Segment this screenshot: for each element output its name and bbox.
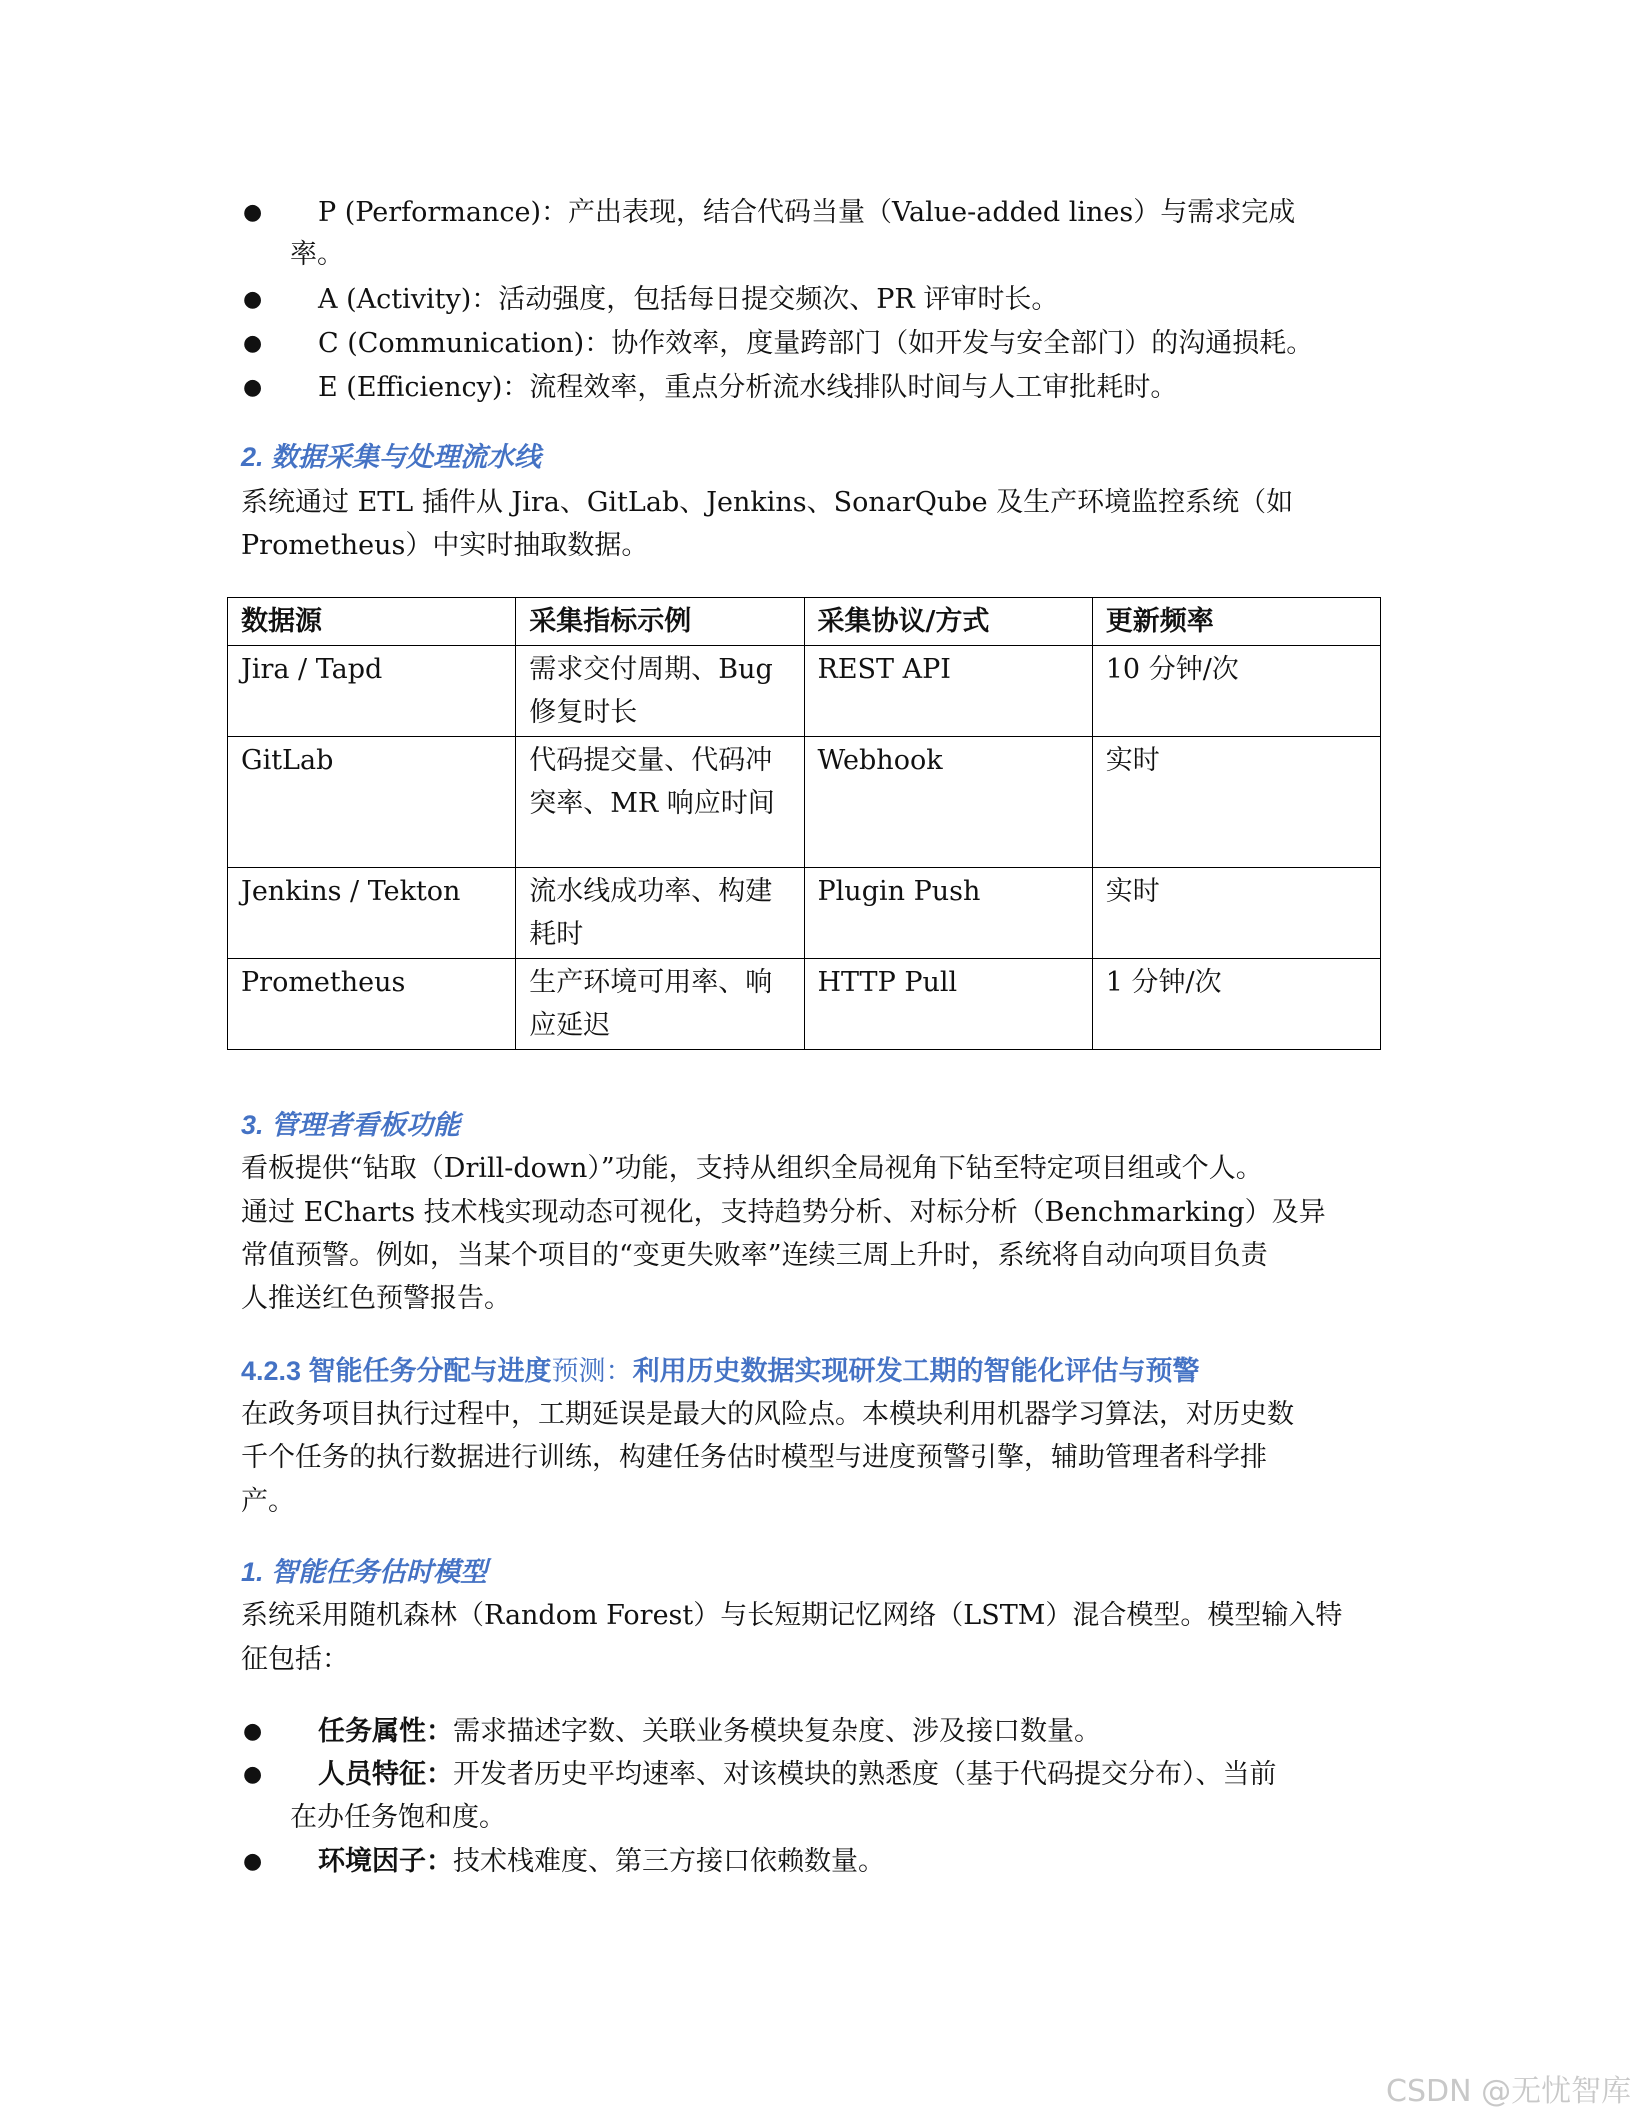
table-cell: HTTP Pull xyxy=(804,959,1092,1050)
paragraph-line: 系统通过 ETL 插件从 Jira、GitLab、Jenkins、SonarQube 及生产环境监控系统（如 xyxy=(241,487,1294,518)
list-item: 人员特征：开发者历史平均速率、对该模块的熟悉度（基于代码提交分布）、当前 xyxy=(318,1759,1277,1790)
bullet-icon: ● xyxy=(243,200,263,225)
data-source-table xyxy=(227,597,1381,1050)
table-header-row xyxy=(228,598,1381,646)
bullet-icon: ● xyxy=(243,1849,263,1874)
paragraph-line: 看板提供“钻取（Drill-down）”功能，支持从组织全局视角下钻至特定项目组或个人。 xyxy=(241,1153,1263,1184)
table-cell: 生产环境可用率、响应延迟 xyxy=(516,959,804,1050)
table-cell: Webhook xyxy=(804,737,1092,868)
list-item: E (Efficiency)：流程效率，重点分析流水线排队时间与人工审批耗时。 xyxy=(318,372,1178,403)
section-heading: 3. 管理者看板功能 xyxy=(241,1110,461,1140)
list-item: A (Activity)：活动强度，包括每日提交频次、PR 评审时长。 xyxy=(318,284,1059,315)
paragraph-line: Prometheus）中实时抽取数据。 xyxy=(241,530,649,561)
table-cell: 代码提交量、代码冲突率、MR 响应时间 xyxy=(516,737,804,868)
paragraph-line: 系统采用随机森林（Random Forest）与长短期记忆网络（LSTM）混合模型。模型输入特 xyxy=(241,1600,1343,1631)
table-row xyxy=(228,737,1381,868)
paragraph-line: 通过 ECharts 技术栈实现动态可视化，支持趋势分析、对标分析（Benchmarking）及异 xyxy=(241,1197,1326,1228)
table-header: 更新频率 xyxy=(1092,598,1380,646)
table-row xyxy=(228,646,1381,737)
paragraph-line: 征包括： xyxy=(241,1644,349,1675)
table-cell: 实时 xyxy=(1092,868,1380,959)
bullet-icon: ● xyxy=(243,1762,263,1787)
table-cell: Jenkins / Tekton xyxy=(228,868,516,959)
table-cell: 实时 xyxy=(1092,737,1380,868)
watermark: CSDN @无忧智库 xyxy=(1386,2074,1632,2109)
list-item-continuation: 在办任务饱和度。 xyxy=(290,1802,506,1833)
table-cell: Prometheus xyxy=(228,959,516,1050)
table-header: 采集指标示例 xyxy=(516,598,804,646)
list-item: 任务属性：需求描述字数、关联业务模块复杂度、涉及接口数量。 xyxy=(318,1716,1101,1747)
table-cell: Plugin Push xyxy=(804,868,1092,959)
paragraph-line: 人推送红色预警报告。 xyxy=(241,1283,511,1314)
list-item-continuation: 率。 xyxy=(290,239,344,270)
table-cell: 1 分钟/次 xyxy=(1092,959,1380,1050)
bullet-icon: ● xyxy=(243,331,263,356)
table-row xyxy=(228,959,1381,1050)
table-header: 采集协议/方式 xyxy=(804,598,1092,646)
section-heading: 1. 智能任务估时模型 xyxy=(241,1557,488,1587)
table-cell: Jira / Tapd xyxy=(228,646,516,737)
section-heading: 2. 数据采集与处理流水线 xyxy=(241,442,542,472)
table-cell: REST API xyxy=(804,646,1092,737)
paragraph-line: 千个任务的执行数据进行训练，构建任务估时模型与进度预警引擎，辅助管理者科学排 xyxy=(241,1442,1267,1473)
list-item: P (Performance)：产出表现，结合代码当量（Value-added lines）与需求完成 xyxy=(318,197,1296,228)
list-item: 环境因子：技术栈难度、第三方接口依赖数量。 xyxy=(318,1846,885,1877)
subsection-heading: 4.2.3 智能任务分配与进度预测：利用历史数据实现研发工期的智能化评估与预警 xyxy=(241,1356,1200,1386)
bullet-icon: ● xyxy=(243,287,263,312)
bullet-icon: ● xyxy=(243,1719,263,1744)
paragraph-line: 常值预警。例如，当某个项目的“变更失败率”连续三周上升时，系统将自动向项目负责 xyxy=(241,1240,1268,1271)
bullet-icon: ● xyxy=(243,375,263,400)
list-item: C (Communication)：协作效率，度量跨部门（如开发与安全部门）的沟通损耗。 xyxy=(318,328,1314,359)
paragraph-line: 在政务项目执行过程中，工期延误是最大的风险点。本模块利用机器学习算法，对历史数 xyxy=(241,1399,1294,1430)
table-row xyxy=(228,868,1381,959)
table-cell: 流水线成功率、构建耗时 xyxy=(516,868,804,959)
table-cell: 需求交付周期、Bug 修复时长 xyxy=(516,646,804,737)
table-cell: GitLab xyxy=(228,737,516,868)
paragraph-line: 产。 xyxy=(241,1486,295,1517)
table-header: 数据源 xyxy=(228,598,516,646)
table-cell: 10 分钟/次 xyxy=(1092,646,1380,737)
